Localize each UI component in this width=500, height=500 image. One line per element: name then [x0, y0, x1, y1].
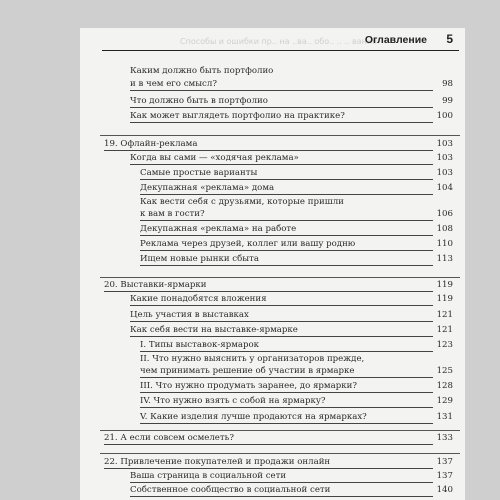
- toc-page-number: 106: [436, 209, 453, 219]
- toc-entry: [80, 167, 465, 181]
- toc-entry-text: 22. Привлечение покупателей и продажи онлайн: [104, 457, 331, 467]
- toc-page-number: 119: [436, 294, 453, 304]
- toc-entry: [80, 324, 465, 338]
- toc-entry: [80, 110, 465, 124]
- toc-entry: [80, 484, 465, 498]
- section-separator: [100, 135, 460, 136]
- toc-page-number: 103: [436, 139, 453, 149]
- toc-entry-text: Декупажная «реклама» дома: [140, 183, 275, 193]
- toc-page-number: 98: [442, 79, 453, 89]
- dot-leader: [104, 444, 433, 445]
- toc-page-number: 110: [436, 239, 453, 249]
- toc-page-number: 125: [436, 366, 453, 376]
- toc-page-number: 103: [436, 168, 453, 178]
- toc-chapter: [80, 432, 465, 446]
- toc-page-number: 128: [436, 381, 453, 391]
- toc-entry-text: Самые простые варианты: [140, 168, 258, 178]
- toc-entry-text: чем принимать решение об участии в ярмарке: [140, 366, 355, 376]
- toc-entry-text: Цель участия в выставках: [130, 310, 249, 320]
- section-separator: [100, 453, 460, 454]
- toc-entry: [80, 339, 465, 353]
- dot-leader: [130, 482, 433, 483]
- dot-leader: [140, 351, 433, 352]
- toc-entry-text: к вам в гости?: [140, 209, 205, 219]
- toc-entry-text: III. Что нужно продумать заранее, до ярмарки?: [140, 381, 357, 391]
- dot-leader: [140, 392, 433, 393]
- toc-entry: [80, 182, 465, 196]
- toc-entry-text: 21. А если совсем осмелеть?: [104, 433, 234, 443]
- section-separator: [100, 430, 460, 431]
- toc-page-number: 100: [436, 111, 453, 121]
- toc-entry-text: I. Типы выставок-ярмарок: [140, 340, 260, 350]
- dot-leader: [130, 90, 433, 91]
- toc-entry-text: Как может выглядеть портфолио на практике?: [130, 111, 345, 121]
- section-separator: [100, 277, 460, 278]
- toc-chapter: [80, 456, 465, 470]
- toc-chapter: [80, 138, 465, 152]
- toc-entry: [80, 411, 465, 425]
- toc-page-number: 108: [436, 224, 453, 234]
- toc-page-number: 99: [442, 96, 453, 106]
- toc-entry-text: Когда вы сами — «ходячая реклама»: [130, 153, 299, 163]
- table-of-contents: [80, 28, 465, 500]
- toc-entry: [80, 293, 465, 307]
- toc-entry: [80, 65, 465, 79]
- toc-page-number: 137: [436, 457, 453, 467]
- toc-entry-text: V. Какие изделия лучше продаются на ярмарках?: [140, 412, 367, 422]
- dot-leader: [140, 194, 433, 195]
- toc-entry-text: Собственное сообщество в социальной сети: [130, 485, 331, 495]
- dot-leader: [130, 336, 433, 337]
- toc-entry-text: Как себя вести на выставке-ярмарке: [130, 325, 298, 335]
- toc-entry: [80, 365, 465, 379]
- toc-entry: [80, 253, 465, 267]
- toc-entry-text: 19. Офлайн-реклама: [104, 139, 198, 149]
- toc-page-number: 137: [436, 471, 453, 481]
- dot-leader: [140, 220, 433, 221]
- toc-entry: [80, 95, 465, 109]
- dot-leader: [140, 179, 433, 180]
- toc-entry: [80, 223, 465, 237]
- toc-entry: [80, 309, 465, 323]
- toc-entry-text: Ищем новые рынки сбыта: [140, 254, 259, 264]
- toc-entry: [80, 470, 465, 484]
- dot-leader: [104, 150, 433, 151]
- toc-page-number: 104: [436, 183, 453, 193]
- dot-leader: [104, 468, 433, 469]
- toc-page-number: 103: [436, 153, 453, 163]
- toc-page-number: 113: [436, 254, 453, 264]
- header-title: Оглавление: [364, 34, 427, 46]
- dot-leader: [130, 122, 433, 123]
- toc-entry-text: Каким должно быть портфолио: [130, 66, 274, 76]
- toc-page-number: 121: [436, 310, 453, 320]
- toc-entry: [80, 380, 465, 394]
- dot-leader: [130, 305, 433, 306]
- dot-leader: [130, 496, 433, 497]
- toc-entry-text: Ваша страница в социальной сети: [130, 471, 287, 481]
- toc-page-number: 129: [436, 396, 453, 406]
- book-page: [80, 28, 465, 500]
- toc-entry-text: IV. Что нужно взять с собой на ярмарку?: [140, 396, 326, 406]
- toc-page-number: 140: [436, 485, 453, 495]
- dot-leader: [140, 377, 433, 378]
- toc-entry-text: и в чем его смысл?: [130, 79, 217, 89]
- toc-entry-text: II. Что нужно выяснить у организаторов прежде,: [140, 354, 365, 364]
- toc-entry: [80, 208, 465, 222]
- dot-leader: [140, 235, 433, 236]
- toc-entry: [80, 238, 465, 252]
- toc-entry-text: 20. Выставки-ярмарки: [104, 280, 207, 290]
- toc-entry-text: Декупажная «реклама» на работе: [140, 224, 297, 234]
- toc-page-number: 133: [436, 433, 453, 443]
- page-number: 5: [446, 32, 453, 46]
- toc-entry-text: Как вести себя с друзьями, которые пришли: [140, 197, 344, 207]
- dot-leader: [140, 423, 433, 424]
- toc-entry-text: Какие понадобятся вложения: [130, 294, 267, 304]
- toc-page-number: 119: [436, 280, 453, 290]
- dot-leader: [140, 407, 433, 408]
- dot-leader: [140, 250, 433, 251]
- dot-leader: [130, 321, 433, 322]
- toc-entry: [80, 78, 465, 92]
- toc-entry-text: Что должно быть в портфолио: [130, 96, 268, 106]
- toc-entry-text: Реклама через друзей, коллег или вашу родню: [140, 239, 356, 249]
- dot-leader: [104, 291, 433, 292]
- toc-entry: [80, 152, 465, 166]
- dot-leader: [140, 265, 433, 266]
- dot-leader: [130, 107, 433, 108]
- toc-page-number: 123: [436, 340, 453, 350]
- toc-page-number: 131: [436, 412, 453, 422]
- dot-leader: [130, 164, 433, 165]
- toc-chapter: [80, 279, 465, 293]
- bleed-through-text: Способы и ошибки пр.. на ..ва.. обо.. .. .. вания: [180, 37, 377, 46]
- toc-page-number: 121: [436, 325, 453, 335]
- toc-entry: [80, 395, 465, 409]
